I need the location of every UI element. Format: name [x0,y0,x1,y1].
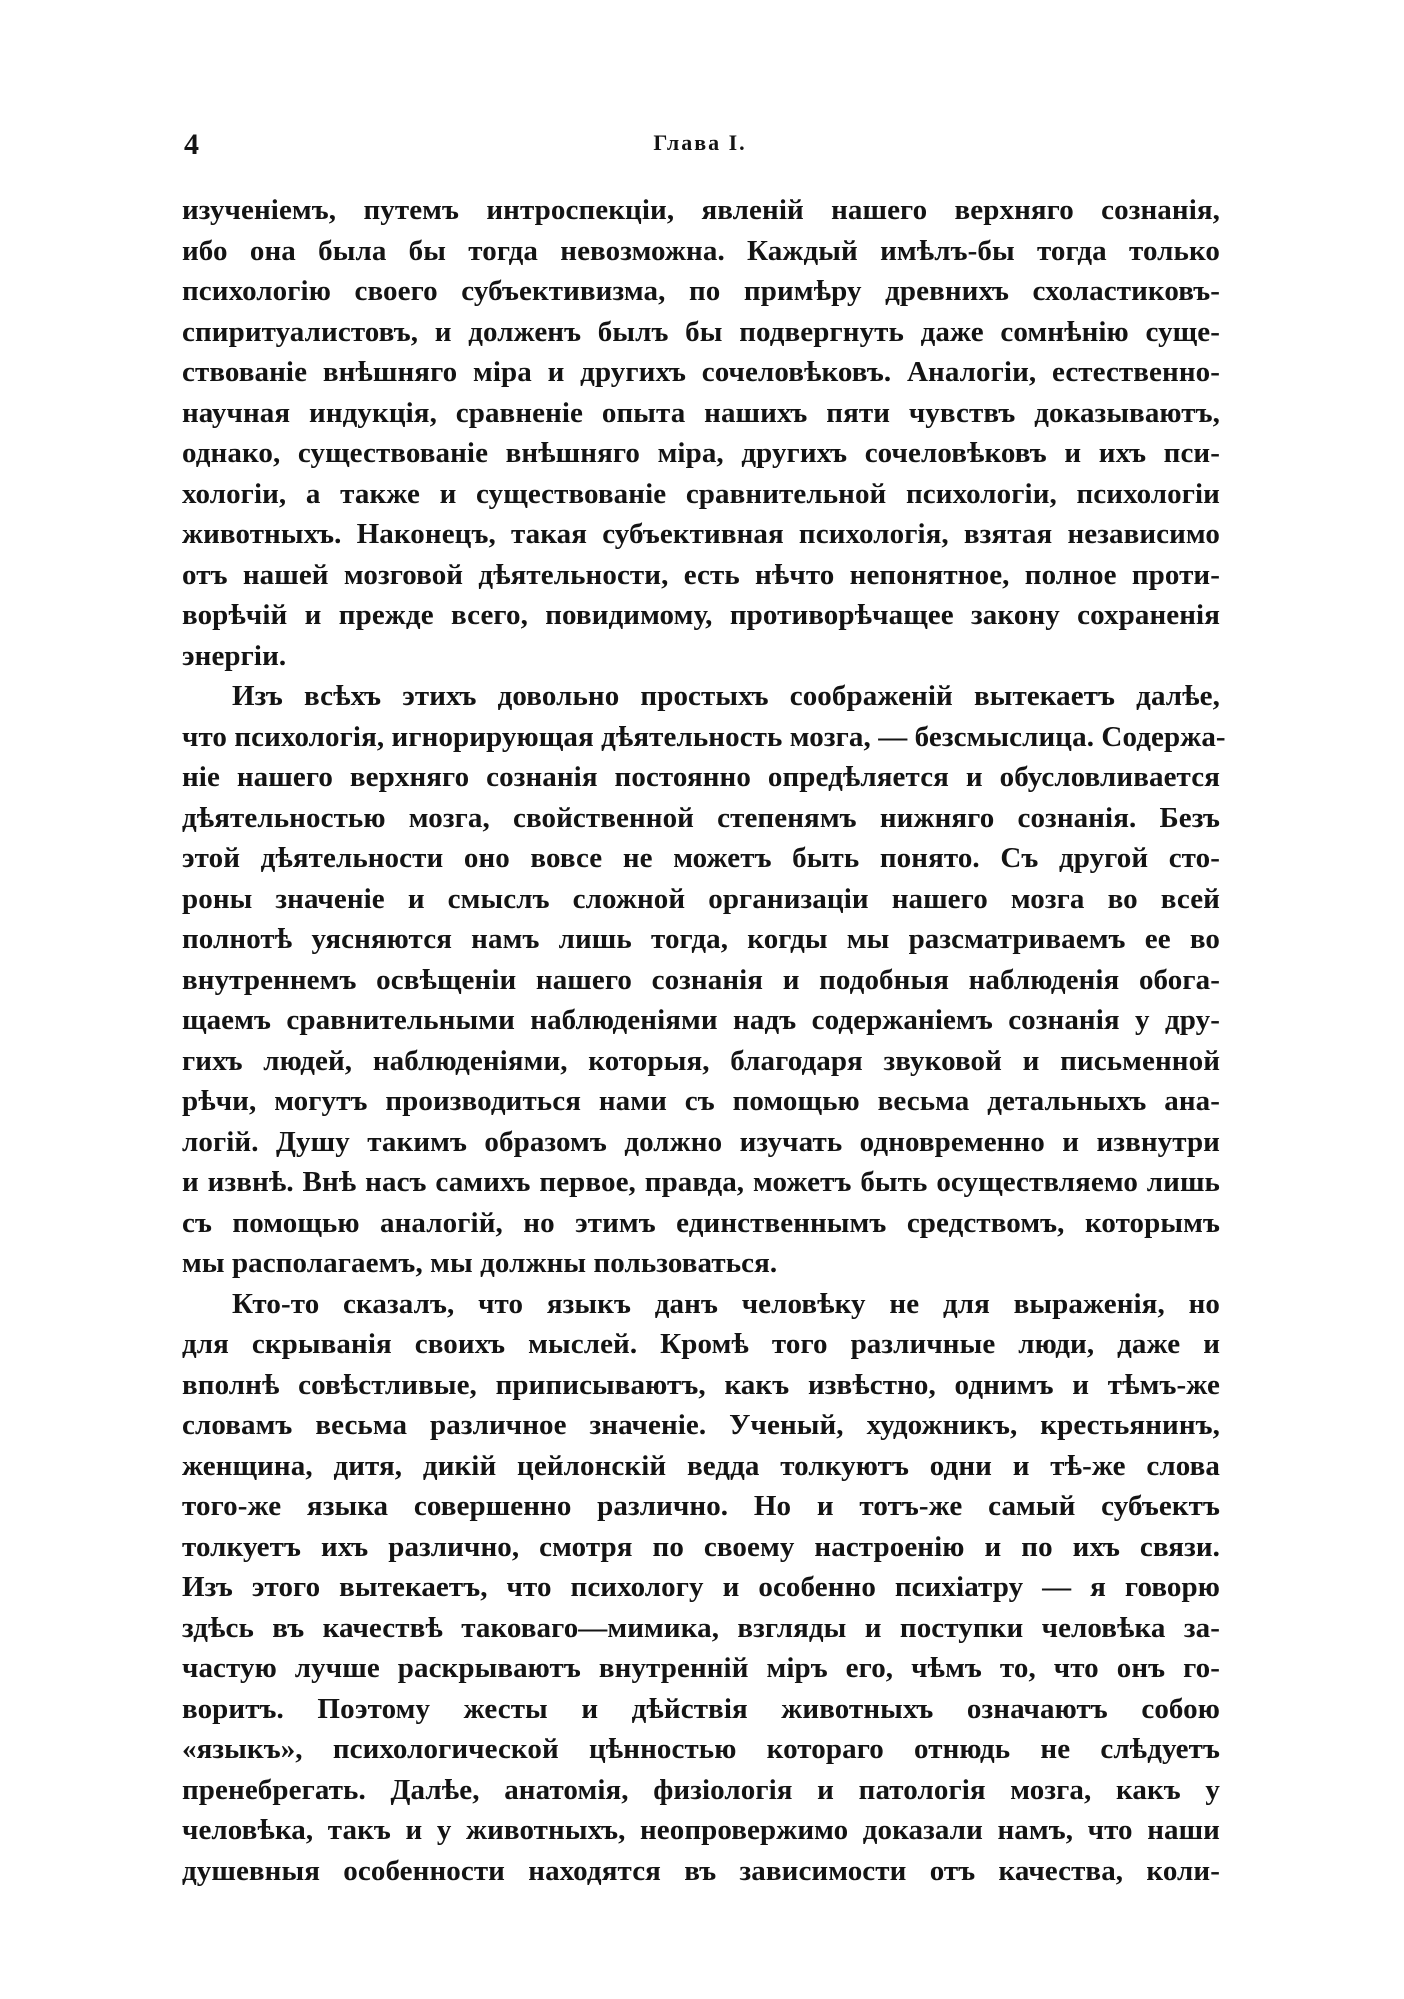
text-line: что психологія, игнорирующая дѣятельность мозга, — безсмыслица. Содержа- [182,720,1226,753]
text-line: научная индукція, сравненіе опыта нашихъ пяти чувствъ доказываютъ, [182,396,1220,429]
text-line: ніе нашего верхняго сознанія постоянно опредѣляется и обусловливается [182,761,1220,793]
text-line: «языкъ», психологической цѣнностью котораго отнюдь не слѣдуетъ [182,1733,1220,1765]
text-line: и извнѣ. Внѣ насъ самихъ первое, правда, можетъ быть осуществляемо лишь [182,1166,1220,1198]
text-line: щаемъ сравнительными наблюденіями надъ содержаніемъ сознанія у дру- [182,1004,1220,1036]
text-line: здѣсь въ качествѣ таковаго—мимика, взгляды и поступки человѣка за- [182,1611,1220,1644]
text-line: этой дѣятельности оно вовсе не можетъ быть понято. Съ другой сто- [182,842,1220,874]
text-line: вполнѣ совѣстливые, приписываютъ, какъ извѣстно, однимъ и тѣмъ-же [182,1368,1220,1401]
chapter-heading: Глава I. [653,130,747,155]
text-line: однако, существованіе внѣшняго міра, другихъ сочеловѣковъ и ихъ пси- [182,437,1220,469]
text-line: частую лучше раскрываютъ внутренній міръ его, чѣмъ то, что онъ го- [182,1652,1220,1684]
body-text [182,190,1226,1891]
text-line: гихъ людей, наблюденіями, которыя, благодаря звуковой и письменной [182,1044,1220,1077]
text-line: роны значеніе и смыслъ сложной организаціи нашего мозга во всей [182,882,1220,915]
text-line: пренебрегать. Далѣе, анатомія, физіологія и патологія мозга, какъ у [182,1773,1220,1806]
text-line: полнотѣ уясняются намъ лишь тогда, когды мы разсматриваемъ ее во [182,923,1220,955]
text-line: человѣка, такъ и у животныхъ, неопровержимо доказали намъ, что наши [182,1814,1220,1846]
text-line: отъ нашей мозговой дѣятельности, есть нѣчто непонятное, полное проти- [182,558,1220,591]
text-line: логій. Душу такимъ образомъ должно изучать одновременно и извнутри [182,1125,1220,1158]
text-line: для скрыванія своихъ мыслей. Кромѣ того различные люди, даже и [182,1328,1220,1360]
paragraph-end-line: энергіи. [182,639,287,672]
text-line: того-же языка совершенно различно. Но и тотъ-же самый субъектъ [182,1490,1220,1522]
text-line: ибо она была бы тогда невозможна. Каждый имѣлъ-бы тогда только [182,234,1220,267]
text-line: ворѣчій и прежде всего, повидимому, противорѣчащее закону сохраненія [182,599,1220,631]
paragraph-first-line: Изъ всѣхъ этихъ довольно простыхъ соображеній вытекаетъ далѣе, [232,680,1220,712]
paragraph-first-line: Кто-то сказалъ, что языкъ данъ человѣку не для выраженія, но [232,1287,1220,1320]
text-line: внутреннемъ освѣщеніи нашего сознанія и подобныя наблюденія обога- [182,963,1220,996]
running-head [180,124,1220,174]
text-line: съ помощью аналогій, но этимъ единственнымъ средствомъ, которымъ [182,1206,1220,1239]
text-line: спиритуалистовъ, и долженъ былъ бы подвергнуть даже сомнѣнію суще- [182,315,1220,348]
text-line: хологіи, а также и существованіе сравнительной психологіи, психологіи [182,477,1220,510]
text-line: дѣятельностью мозга, свойственной степенямъ нижняго сознанія. Безъ [182,801,1220,834]
text-line: Изъ этого вытекаетъ, что психологу и особенно психіатру — я говорю [182,1571,1220,1603]
text-line: животныхъ. Наконецъ, такая субъективная психологія, взятая независимо [182,518,1220,550]
text-line: психологію своего субъективизма, по примѣру древнихъ схоластиковъ- [182,275,1220,307]
text-line: толкуетъ ихъ различно, смотря по своему настроенію и по ихъ связи. [182,1530,1220,1563]
text-line: изученіемъ, путемъ интроспекціи, явленій нашего верхняго сознанія, [182,194,1220,226]
text-line: рѣчи, могутъ производиться нами съ помощью весьма детальныхъ ана- [182,1085,1220,1117]
page-number: 4 [184,128,199,161]
text-line: женщина, дитя, дикій цейлонскій ведда толкуютъ одни и тѣ-же слова [182,1449,1220,1482]
text-line: душевныя особенности находятся въ зависимости отъ качества, коли- [182,1854,1220,1887]
paragraph-end-line: мы располагаемъ, мы должны пользоваться. [182,1247,778,1279]
text-line: воритъ. Поэтому жесты и дѣйствія животныхъ означаютъ собою [182,1692,1220,1725]
text-line: словамъ весьма различное значеніе. Ученый, художникъ, крестьянинъ, [182,1409,1220,1441]
text-line: ствованіе внѣшняго міра и другихъ сочеловѣковъ. Аналогіи, естественно- [182,356,1220,388]
